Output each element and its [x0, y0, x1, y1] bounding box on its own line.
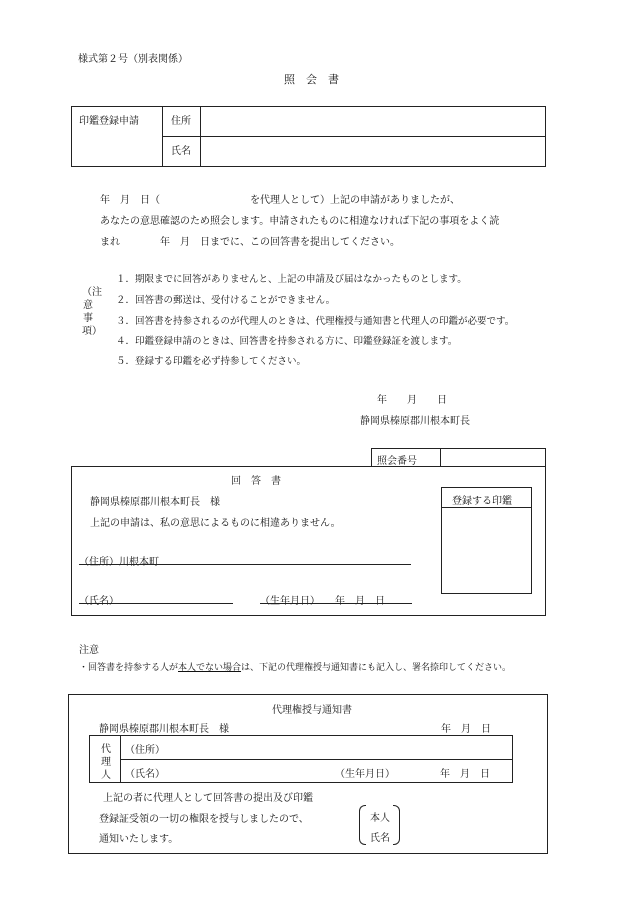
issuer-name: 静岡県榛原郡川根本町長: [360, 416, 470, 427]
inquiry-line-3: まれ 年 月 日までに、この回答書を提出してください。: [100, 237, 400, 248]
note-item: １．期限までに回答がありませんと、上記の申請及び届はなかったものとします。: [116, 274, 467, 285]
proxy-date: 年 月 日: [441, 724, 491, 735]
proxy-birthdate-value: 年 月 日: [440, 769, 490, 780]
reply-name-field: （氏名）: [79, 596, 119, 607]
issue-date: 年 月 日: [377, 395, 447, 406]
address-field[interactable]: [205, 110, 541, 132]
principal-label-2: 氏名: [370, 833, 390, 844]
proxy-label-1: 代: [101, 744, 111, 755]
proxy-addressee: 静岡県榛原郡川根本町長 様: [99, 724, 229, 735]
application-label: 印鑑登録申請: [79, 116, 139, 127]
reference-number-label: 照会番号: [377, 456, 417, 467]
form-number: 様式第２号（別表関係）: [78, 54, 188, 65]
proxy-name-label: （氏名）: [125, 769, 165, 780]
caution-text: ・回答書を持参する人が本人でない場合は、下記の代理権授与通知書にも記入し、署名捺印してください。: [79, 663, 512, 673]
note-item: ２．回答書の郵送は、受付けることができません。: [116, 295, 336, 306]
notes-label: （注意事項）: [82, 287, 102, 337]
reply-birthdate-field: （生年月日） 年 月 日: [260, 596, 385, 607]
name-label: 氏名: [171, 146, 191, 157]
inquiry-line-1: 年 月 日（ を代理人として）上記の申請がありましたが、: [100, 195, 460, 206]
reply-statement: 上記の申請は、私の意思によるものに相違ありません。: [90, 518, 341, 529]
reference-number-field[interactable]: [443, 450, 543, 465]
proxy-address-label: （住所）: [125, 745, 165, 756]
proxy-notice-title: 代理権授与通知書: [272, 705, 352, 716]
page-title: 照 会 書: [284, 73, 339, 86]
seal-label: 登録する印鑑: [452, 496, 512, 507]
name-field[interactable]: [205, 140, 541, 162]
note-item: ３．回答書を持参されるのが代理人のときは、代理権授与通知書と代理人の印鑑が必要です。: [116, 316, 515, 327]
right-bracket: [393, 805, 400, 845]
caution-heading: 注意: [79, 645, 99, 656]
reply-address-field: （住所）川根本町: [79, 557, 159, 568]
reply-addressee: 静岡県榛原郡川根本町長 様: [90, 497, 220, 508]
proxy-label-3: 人: [101, 770, 111, 781]
proxy-body-line-2: 登録証受領の一切の権限を授与しましたので、: [99, 814, 309, 825]
proxy-label-2: 理: [101, 757, 111, 768]
address-label: 住所: [171, 116, 191, 127]
reply-title: 回 答 書: [231, 476, 281, 487]
proxy-body-line-3: 通知いたします。: [99, 834, 179, 845]
note-item: ５．登録する印鑑を必ず持参してください。: [116, 356, 307, 367]
proxy-body-line-1: 上記の者に代理人として回答書の提出及び印鑑: [103, 793, 313, 804]
principal-label-1: 本人: [370, 813, 390, 824]
inquiry-line-2: あなたの意思確認のため照会します。申請されたものに相違なければ下記の事項をよく読: [100, 216, 500, 227]
note-item: ４．印鑑登録申請のときは、回答書を持参される方に、印鑑登録証を渡します。: [116, 336, 458, 347]
left-bracket: [359, 805, 366, 845]
proxy-birthdate-label: （生年月日）: [335, 769, 395, 780]
